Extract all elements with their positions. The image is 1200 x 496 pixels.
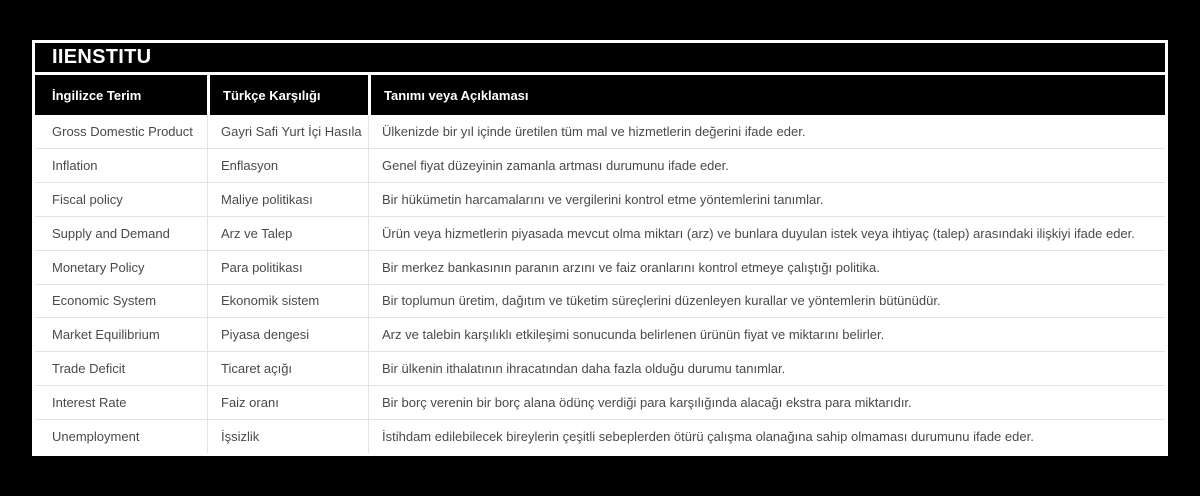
term-english: Inflation <box>52 157 98 173</box>
term-english: Interest Rate <box>52 395 127 411</box>
term-turkish: Para politikası <box>207 251 368 284</box>
term-turkish: Arz ve Talep <box>207 217 368 250</box>
term-english: Monetary Policy <box>52 259 145 275</box>
table-row <box>35 182 1165 216</box>
term-definition: Genel fiyat düzeyinin zamanla artması durumunu ifade eder. <box>368 149 1165 182</box>
term-turkish: Maliye politikası <box>207 183 368 216</box>
table-row <box>35 284 1165 318</box>
table-row <box>35 216 1165 250</box>
table-row <box>35 250 1165 284</box>
term-definition: İstihdam edilebilecek bireylerin çeşitli sebeplerden ötürü çalışma olanağına sahip olmaması durumunu ifade eder. <box>368 420 1165 453</box>
table-row <box>35 148 1165 182</box>
term-definition: Ülkenizde bir yıl içinde üretilen tüm mal ve hizmetlerin değerini ifade eder. <box>368 115 1165 148</box>
term-english: Trade Deficit <box>52 361 126 377</box>
term-turkish: Gayri Safi Yurt İçi Hasıla <box>207 115 368 148</box>
term-english: Economic System <box>52 293 157 309</box>
column-header-turkish: Türkçe Karşılığı <box>207 75 368 115</box>
term-english: Fiscal policy <box>52 191 123 207</box>
table-row <box>35 317 1165 351</box>
term-turkish: Faiz oranı <box>207 386 368 419</box>
term-turkish: İşsizlik <box>207 420 368 453</box>
term-definition: Ürün veya hizmetlerin piyasada mevcut olma miktarı (arz) ve bunlara duyulan istek veya ihtiyaç (talep) arasındaki ilişkiyi ifade eder. <box>368 217 1165 250</box>
column-header-definition: Tanımı veya Açıklaması <box>368 75 1165 115</box>
term-english: Gross Domestic Product <box>52 123 193 139</box>
glossary-table-card <box>32 40 1168 456</box>
term-definition: Bir ülkenin ithalatının ihracatından daha fazla olduğu durumu tanımlar. <box>368 352 1165 385</box>
brand-title-bar <box>35 43 1165 75</box>
table-row <box>35 351 1165 385</box>
table-body <box>35 115 1165 453</box>
term-definition: Arz ve talebin karşılıklı etkileşimi sonucunda belirlenen ürünün fiyat ve miktarını belirler. <box>368 318 1165 351</box>
table-header-row <box>35 75 1165 115</box>
table-row <box>35 419 1165 453</box>
term-english: Unemployment <box>52 429 140 445</box>
term-definition: Bir hükümetin harcamalarını ve vergilerini kontrol etme yöntemlerini tanımlar. <box>368 183 1165 216</box>
term-definition: Bir merkez bankasının paranın arzını ve faiz oranlarını kontrol etmeye çalıştığı politika. <box>368 251 1165 284</box>
term-turkish: Ticaret açığı <box>207 352 368 385</box>
term-turkish: Enflasyon <box>207 149 368 182</box>
brand-title: IIENSTITU <box>52 46 152 68</box>
term-english: Supply and Demand <box>52 225 170 241</box>
table-row <box>35 385 1165 419</box>
term-turkish: Ekonomik sistem <box>207 285 368 318</box>
table-row <box>35 115 1165 148</box>
term-definition: Bir borç verenin bir borç alana ödünç verdiği para karşılığında alacağı ekstra para miktarıdır. <box>368 386 1165 419</box>
column-header-english: İngilizce Terim <box>52 87 142 103</box>
term-english: Market Equilibrium <box>52 327 160 343</box>
term-definition: Bir toplumun üretim, dağıtım ve tüketim süreçlerini düzenleyen kurallar ve yöntemlerin bütünüdür. <box>368 285 1165 318</box>
term-turkish: Piyasa dengesi <box>207 318 368 351</box>
